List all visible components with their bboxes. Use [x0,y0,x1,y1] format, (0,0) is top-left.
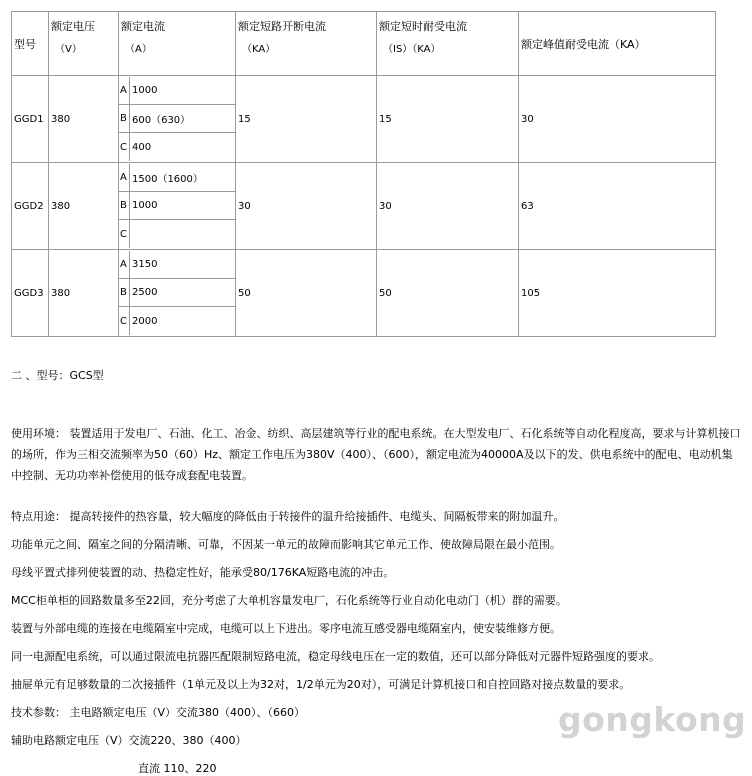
cell-currents: A 1500（1600） B 1000 C [119,163,236,250]
cell-voltage: 380 [49,250,119,337]
watermark-logo: gongkong [558,700,747,739]
cell-breaking: 30 [236,163,377,250]
section-title: 二 、型号：GCS型 [11,369,104,382]
feature-paragraph: 特点用途： 提高转接件的热容量，较大幅度的降低由于转接件的温升给接插件、电缆头、间隔板带来的附加温升。 [11,510,565,523]
cell-withstand: 50 [377,250,519,337]
header-breaking: 额定短路开断电流 （KA） [236,12,377,76]
feature-line-5: 装置与外部电缆的连接在电缆隔室中完成，电缆可以上下进出。零序电流互感受器电缆隔室内，使安装维修方便。 [11,622,561,635]
tech-params: 技术参数： 主电路额定电压（V）交流380（400）、（660） [11,706,306,719]
table-row [12,76,716,163]
feature-line-4: MCC柜单柜的回路数量多至22回，充分考虑了大单机容量发电厂，石化系统等行业自动化电动门（机）群的需要。 [11,594,567,607]
header-withstand: 额定短时耐受电流 （IS）（KA） [377,12,519,76]
spec-table [11,11,716,337]
cell-model: GGD3 [12,250,49,337]
cell-withstand: 30 [377,163,519,250]
cell-breaking: 15 [236,76,377,163]
cell-breaking: 50 [236,250,377,337]
table-row [12,250,716,337]
usage-paragraph: 使用环境： 装置适用于发电厂、石油、化工、冶金、纺织、高层建筑等行业的配电系统。在大型发电厂、石化系统等自动化程度高，要求与计算机接口的场所，作为三相交流频率为50（60）Hz、额定工作电压为380V（400）、（600），额定电流为40000A及以下的发、供电系统中的配电、电动机集中控制、无功功率补偿使用的低夺成套配电装置。 [11,427,741,482]
cell-model: GGD2 [12,163,49,250]
header-peak: 额定峰值耐受电流（KA） [519,12,716,76]
cell-voltage: 380 [49,163,119,250]
header-model: 型号 [12,12,49,76]
cell-withstand: 15 [377,76,519,163]
feature-line-7: 抽屉单元有足够数量的二次接插件（1单元及以上为32对，1/2单元为20对），可满足计算机接口和自控回路对接点数量的要求。 [11,678,631,691]
cell-peak: 63 [519,163,716,250]
cell-model: GGD1 [12,76,49,163]
feature-line-2: 功能单元之间、隔室之间的分隔清晰、可靠，不因某一单元的故障而影响其它单元工作、使故障局限在最小范围。 [11,538,561,551]
feature-line-6: 同一电源配电系统，可以通过限流电抗器匹配限制短路电流，稳定母线电压在一定的数值，还可以部分降低对元器件短路强度的要求。 [11,650,660,663]
feature-line-3: 母线平置式排列使装置的动、热稳定性好，能承受80/176KA短路电流的冲击。 [11,566,395,579]
table-row [12,163,716,250]
cell-peak: 105 [519,250,716,337]
aux-voltage: 辅助电路额定电压（V）交流220、380（400） [11,734,247,747]
cell-currents: A 1000 B 600（630） C 400 [119,76,236,163]
cell-currents: A 3150 B 2500 C 2000 [119,250,236,337]
cell-voltage: 380 [49,76,119,163]
table-header-row [12,12,716,76]
dc-voltage: 直流 110、220 [138,762,217,775]
header-current: 额定电流 （A） [119,12,236,76]
cell-peak: 30 [519,76,716,163]
header-voltage: 额定电压 （V） [49,12,119,76]
